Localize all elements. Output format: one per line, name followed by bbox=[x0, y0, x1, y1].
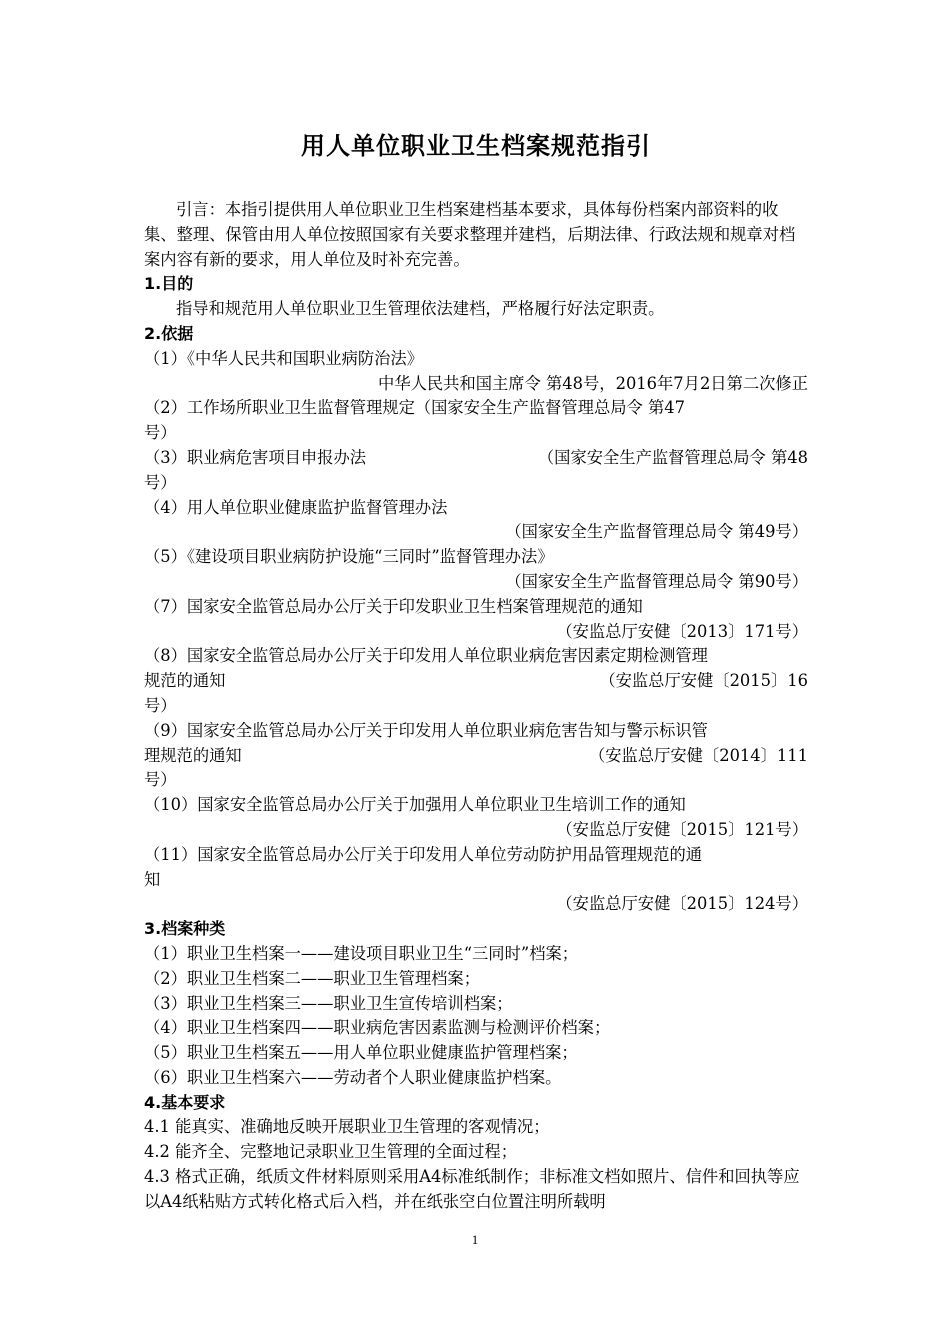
section-1-heading: 1.目的 bbox=[144, 274, 194, 294]
reference-5-source: （国家安全生产监督管理总局令 第90号） bbox=[505, 571, 808, 591]
reference-1: （1）《中华人民共和国职业病防治法》 bbox=[144, 348, 423, 368]
archive-type-5: （5）职业卫生档案五——用人单位职业健康监护管理档案； bbox=[144, 1043, 578, 1063]
reference-3-cont: 号） bbox=[144, 472, 177, 492]
section-3-heading: 3.档案种类 bbox=[144, 919, 226, 939]
reference-7-source: （安监总厅安健〔2013〕171号） bbox=[556, 621, 808, 641]
section-1-body: 指导和规范用人单位职业卫生管理依法建档，严格履行好法定职责。 bbox=[176, 299, 665, 319]
reference-10-source: （安监总厅安健〔2015〕121号） bbox=[556, 819, 808, 839]
reference-11-source: （安监总厅安健〔2015〕124号） bbox=[556, 894, 808, 914]
requirement-4-1: 4.1 能真实、准确地反映开展职业卫生管理的客观情况； bbox=[144, 1117, 550, 1137]
reference-3-text: （3）职业病危害项目申报办法 bbox=[144, 447, 367, 467]
archive-type-4: （4）职业卫生档案四——职业病危害因素监测与检测评价档案； bbox=[144, 1018, 611, 1038]
reference-2-text: （2）工作场所职业卫生监督管理规定（国家安全生产监督管理总局令 第47 bbox=[144, 398, 685, 418]
reference-9-text-end: 理规范的通知 bbox=[144, 745, 242, 765]
reference-9-source: （安监总厅安健〔2014〕111 bbox=[588, 745, 808, 765]
archive-type-2: （2）职业卫生档案二——职业卫生管理档案； bbox=[144, 968, 480, 988]
reference-2-cont: 号） bbox=[144, 423, 177, 443]
reference-10: （10）国家安全监管总局办公厅关于加强用人单位职业卫生培训工作的通知 bbox=[144, 795, 686, 815]
reference-4: （4）用人单位职业健康监护监督管理办法 bbox=[144, 497, 448, 517]
page-number: 1 bbox=[471, 1232, 479, 1247]
archive-type-3: （3）职业卫生档案三——职业卫生宣传培训档案； bbox=[144, 993, 513, 1013]
reference-1-source: 中华人民共和国主席令 第48号，2016年7月2日第二次修正 bbox=[378, 373, 808, 393]
archive-type-6: （6）职业卫生档案六——劳动者个人职业健康监护档案。 bbox=[144, 1067, 562, 1087]
reference-9-cont: 号） bbox=[144, 770, 177, 790]
reference-3 bbox=[144, 446, 808, 471]
reference-11-cont: 知 bbox=[144, 869, 161, 889]
document-title: 用人单位职业卫生档案规范指引 bbox=[301, 132, 651, 160]
section-2-heading: 2.依据 bbox=[144, 323, 194, 343]
intro-paragraph: 引言：本指引提供用人单位职业卫生档案建档基本要求，具体每份档案内部资料的收集、整理、保管由用人单位按照国家有关要求整理并建档，后期法律、行政法规和规章对档案内容有新的要求，用人单位及时补充完善。 bbox=[144, 200, 796, 269]
reference-11: （11）国家安全监管总局办公厅关于印发用人单位劳动防护用品管理规范的通 bbox=[144, 844, 703, 864]
reference-9: （9）国家安全监管总局办公厅关于印发用人单位职业病危害告知与警示标识管 bbox=[144, 720, 708, 740]
reference-4-source: （国家安全生产监督管理总局令 第49号） bbox=[505, 522, 808, 542]
document-body bbox=[144, 130, 808, 1215]
reference-5: （5）《建设项目职业病防护设施“三同时”监督管理办法》 bbox=[144, 547, 554, 567]
section-4-heading: 4.基本要求 bbox=[144, 1092, 226, 1112]
reference-7: （7）国家安全监管总局办公厅关于印发职业卫生档案管理规范的通知 bbox=[144, 596, 643, 616]
reference-2 bbox=[144, 396, 808, 421]
reference-9-line2 bbox=[144, 744, 808, 769]
archive-type-1: （1）职业卫生档案一——建设项目职业卫生“三同时”档案； bbox=[144, 943, 579, 963]
reference-8-cont: 号） bbox=[144, 695, 177, 715]
reference-8-line2 bbox=[144, 669, 808, 694]
requirement-4-3: 4.3 格式正确，纸质文件材料原则采用A4标准纸制作；非标准文档如照片、信件和回执等应以A4纸粘贴方式转化格式后入档，并在纸张空白位置注明所载明 bbox=[144, 1167, 800, 1211]
reference-8: （8）国家安全监管总局办公厅关于印发用人单位职业病危害因素定期检测管理 bbox=[144, 646, 708, 666]
reference-8-text-end: 规范的通知 bbox=[144, 671, 226, 691]
requirement-4-2: 4.2 能齐全、完整地记录职业卫生管理的全面过程； bbox=[144, 1142, 517, 1162]
reference-8-source: （安监总厅安健〔2015〕16 bbox=[599, 671, 808, 691]
reference-3-source: （国家安全生产监督管理总局令 第48 bbox=[537, 447, 808, 467]
